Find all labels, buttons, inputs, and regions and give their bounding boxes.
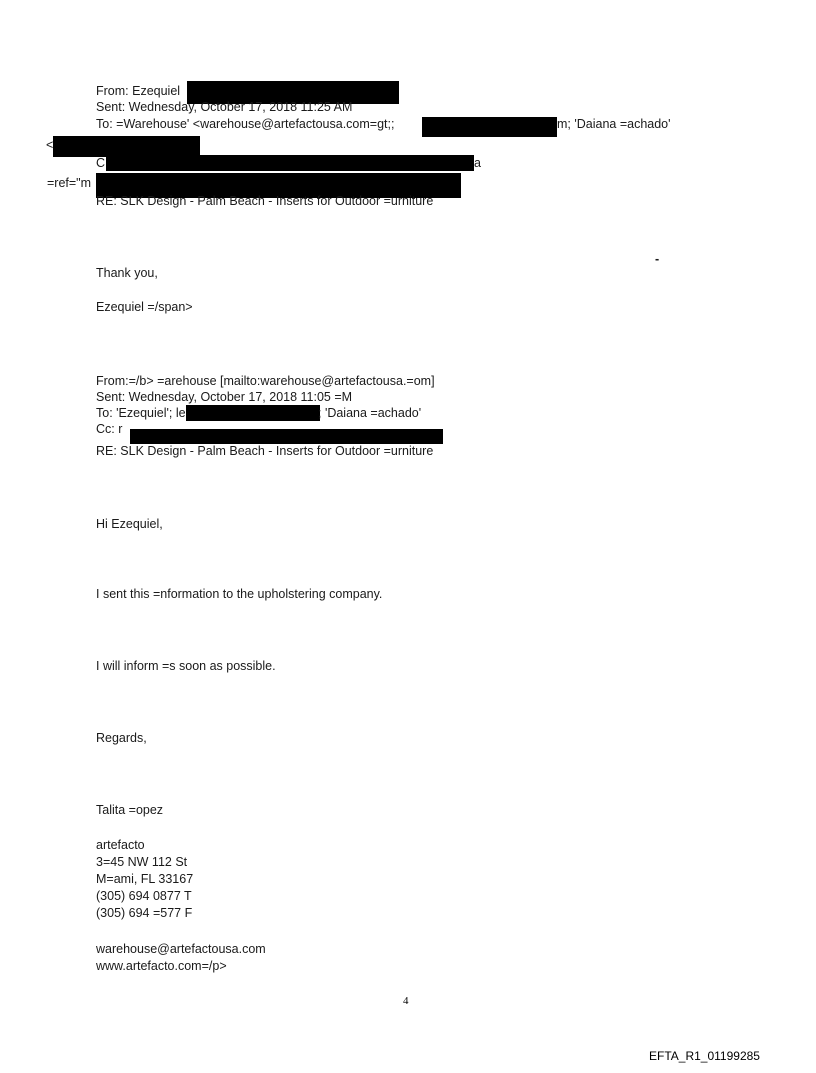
body-line-1: I sent this =nformation to the upholstering company. [96,587,383,601]
sent-line: Sent: Wednesday, October 17, 2018 11:25 AM [96,100,353,114]
second-sent-line: Sent: Wednesday, October 17, 2018 11:05 =M [96,390,353,404]
from-line: From: Ezequiel [96,84,181,98]
cc-line-tail: a [474,156,481,170]
redaction-box [53,136,200,157]
sender-signoff: Ezequiel =/span> [96,300,193,314]
thank-you: Thank you, [96,266,158,280]
second-subject-line: RE: SLK Design - Palm Beach - Inserts for Outdoor =urniture [96,444,434,458]
to-line-start: To: =Warehouse' <warehouse@artefactousa.com=gt;; [96,117,395,131]
signature-email: warehouse@artefactousa.com [96,942,266,956]
signature-web: www.artefacto.com=/p> [96,959,227,973]
redaction-box [130,429,443,444]
signature-name: Talita =opez [96,803,164,817]
redaction-box [106,155,474,171]
signature-address1: 3=45 NW 112 St [96,855,188,869]
bates-number: EFTA_R1_01199285 [649,1049,760,1063]
greeting: Hi Ezequiel, [96,517,163,531]
redaction-box [186,405,320,421]
signature-company: artefacto [96,838,145,852]
subject-line: RE: SLK Design - Palm Beach - Inserts for Outdoor =urniture [96,194,434,208]
signature-fax: (305) 694 =577 F [96,906,193,920]
stray-mark: - [655,252,660,266]
regards: Regards, [96,731,147,745]
second-cc-line-start: Cc: r [96,422,123,436]
cc-line-start: C [96,156,106,170]
redaction-box [422,117,557,137]
second-from-line: From:=/b> =arehouse [mailto:warehouse@artefactousa.=om] [96,374,435,388]
signature-phone: (305) 694 0877 T [96,889,192,903]
second-to-line-end: ; 'Daiana =achado' [318,406,422,420]
body-line-2: I will inform =s soon as possible. [96,659,276,673]
ref-line: =ref="m [47,176,92,190]
second-to-line-start: To: 'Ezequiel'; le [96,406,186,420]
signature-address2: M=ami, FL 33167 [96,872,194,886]
to-line-end: m; 'Daiana =achado' [557,117,671,131]
page-number: 4 [403,995,409,1007]
lt-char: < [46,138,54,152]
